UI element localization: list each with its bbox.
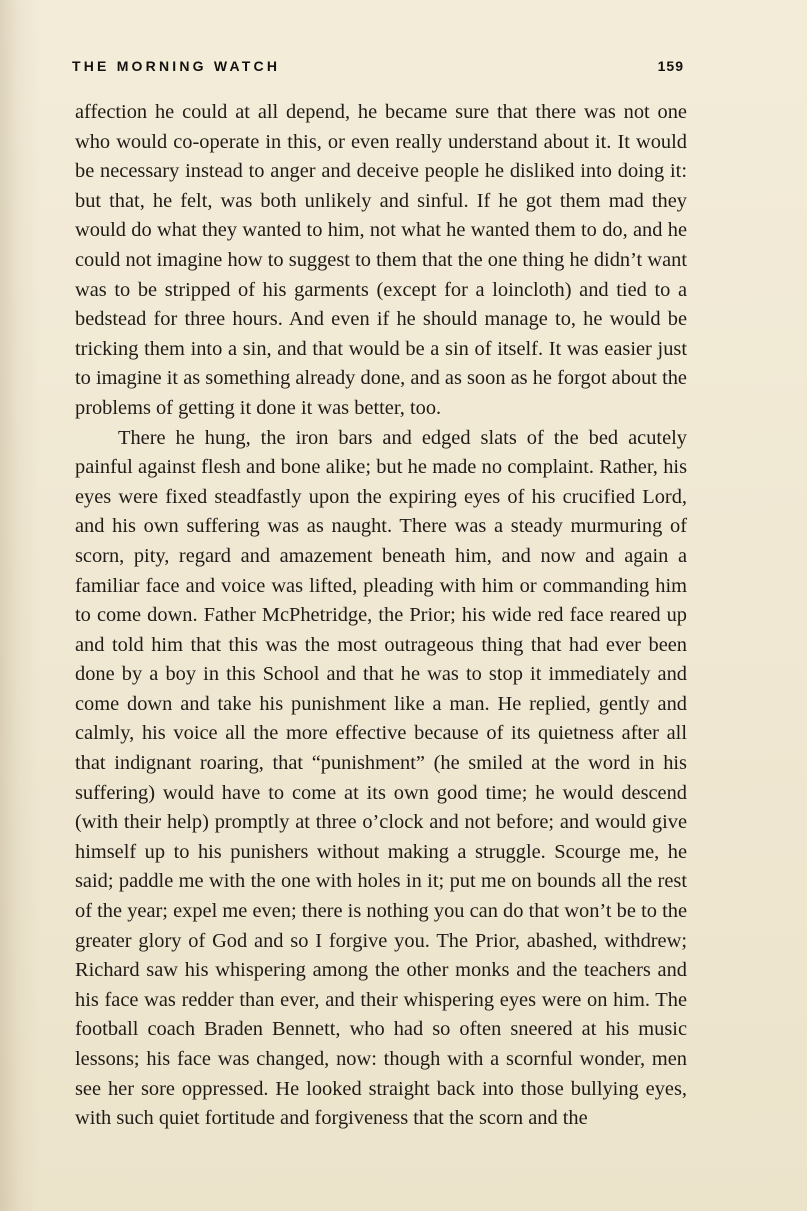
paragraph: There he hung, the iron bars and edged slats of the bed acutely painful against flesh and bone alike; but he made no complaint. Rather, his eyes were fixed steadfastly upon the expiring eyes of his crucified Lord, and his own suffering was as naught. There was a steady murmuring of scorn, pity, regard and amazement beneath him, and now and again a familiar face and voice was lifted, pleading with him or commanding him to come down. Father McPhetridge, the Prior; his wide red face reared up and told him that this was the most outrageous thing that had ever been done by a boy in this School and that he was to stop it immediately and come down and take his punishment like a man. He replied, gently and calmly, his voice all the more effective because of its quietness after all that indignant roaring, that “punishment” (he smiled at the word in his suffering) would have to come at its own good time; he would descend (with their help) promptly at three o’clock and not before; and would give himself up to his punishers without making a struggle. Scourge me, he said; paddle me with the one with holes in it; put me on bounds all the rest of the year; expel me even; there is nothing you can do that won’t be to the greater glory of God and so I forgive you. The Prior, abashed, withdrew; Richard saw his whispering among the other monks and the teachers and his face was redder than ever, and their whispering eyes were on him. The football coach Braden Bennett, who had so often sneered at his music lessons; his face was changed, now: though with a scornful wonder, men see her sore oppressed. He looked straight back into those bullying eyes, with such quiet fortitude and forgiveness that the scorn and the	[75, 426, 687, 1130]
body-text	[75, 98, 687, 1134]
paragraph-continuation: affection he could at all depend, he became sure that there was not one who would co-operate in this, or even really understand about it. It would be necessary instead to anger and deceive people he disliked into doing it: but that, he felt, was both unlikely and sinful. If he got them mad they would do what they wanted to him, not what he wanted them to do, and he could not imagine how to suggest to them that the one thing he didn’t want was to be stripped of his garments (except for a loincloth) and tied to a bedstead for three hours. And even if he should manage to, he would be tricking them into a sin, and that would be a sin of itself. It was easier just to imagine it as something already done, and as soon as he forgot about the problems of getting it done it was better, too.	[75, 101, 687, 419]
page-number: 159	[657, 58, 684, 74]
running-title: THE MORNING WATCH	[72, 58, 281, 74]
running-head	[72, 58, 684, 82]
